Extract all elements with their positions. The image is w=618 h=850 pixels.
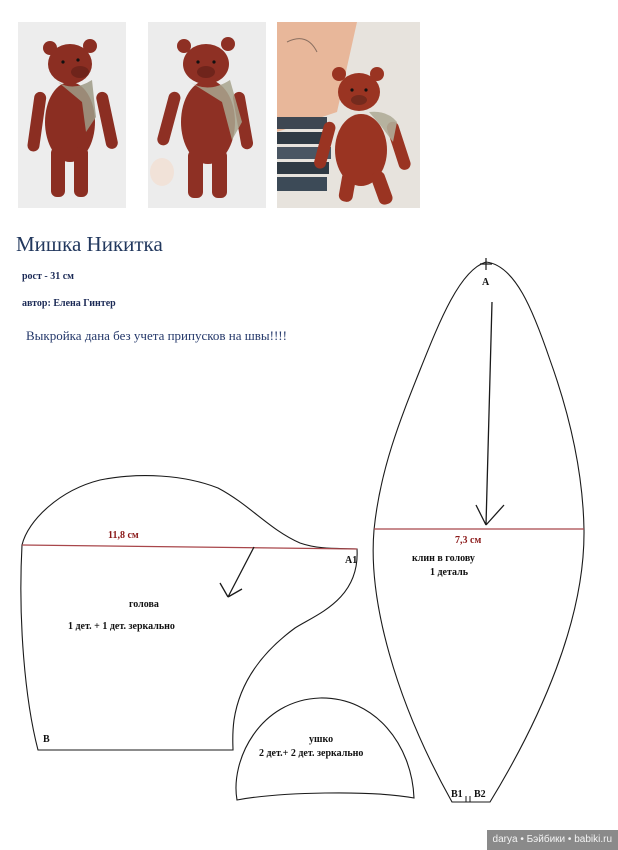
head-point-b: В [43,734,50,745]
wedge-point-b2: В2 [474,789,486,800]
head-direction-arrow [220,547,254,597]
ear-piece-name: ушко [309,734,334,745]
head-point-a1: А1 [345,555,358,566]
ear-piece-count: 2 дет.+ 2 дет. зеркально [259,748,364,759]
head-measure-line [22,545,357,549]
author-info: автор: Елена Гинтер [22,298,116,309]
wedge-point-a: А [482,277,490,288]
wedge-bottom-mark [466,796,470,802]
wedge-direction-arrow [476,302,504,525]
wedge-piece-outline [373,262,584,802]
height-info: рост - 31 см [22,271,74,282]
head-measurement: 11,8 см [108,530,139,541]
head-piece-count: 1 дет. + 1 дет. зеркально [68,621,175,632]
seam-allowance-note: Выкройка дана без учета припусков на швы!!!! [26,328,287,343]
wedge-piece-count: 1 деталь [430,567,469,578]
wedge-point-b1: В1 [451,789,463,800]
head-piece-outline [21,476,357,750]
wedge-measurement: 7,3 см [455,535,482,546]
head-piece-name: голова [129,599,159,610]
wedge-piece-name: клин в голову [412,553,475,564]
wedge-top-mark [480,258,492,270]
page-title: Мишка Никитка [16,232,163,256]
watermark: darya • Бэйбики • babiki.ru [487,830,618,850]
